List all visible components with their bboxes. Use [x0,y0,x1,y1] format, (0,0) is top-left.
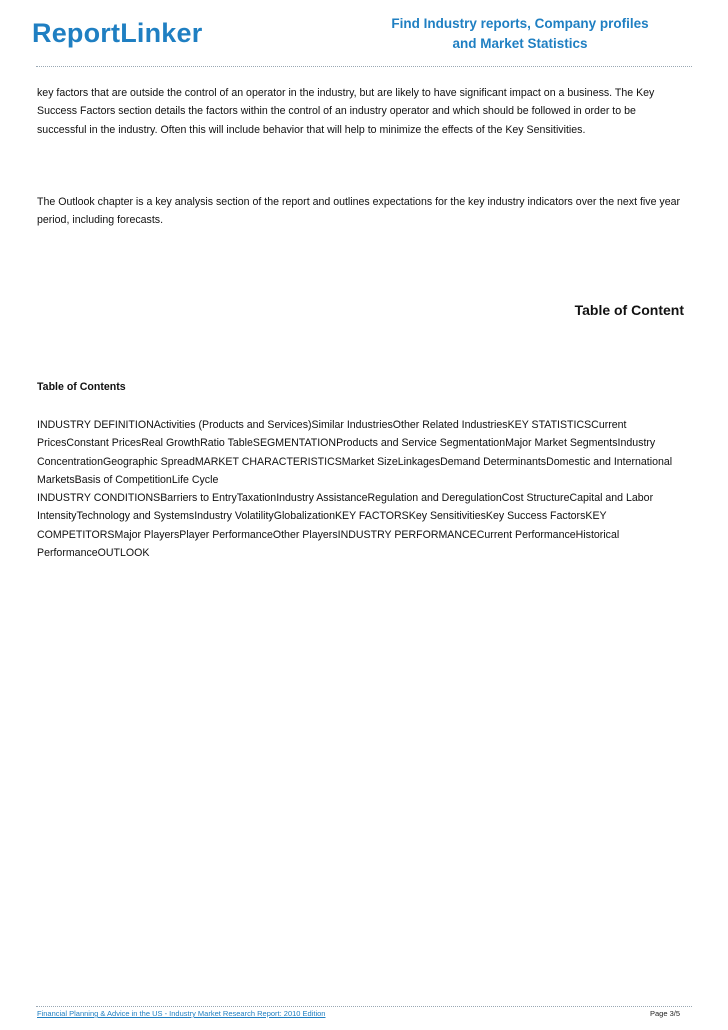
body-paragraph-outlook: The Outlook chapter is a key analysis section of the report and outlines expectations for the key industry indicators over the next five year period, including forecasts. [37,196,681,227]
footer-report-link[interactable]: Financial Planning & Advice in the US - Industry Market Research Report: 2010 Edition [37,1009,326,1018]
toc-body [37,416,687,562]
page-header [0,0,728,70]
toc-entries-part-1: INDUSTRY DEFINITIONActivities (Products and Services)Similar IndustriesOther Related IndustriesKEY STATISTICSCurrent PricesConstant PricesReal GrowthRatio TableSEGMENTATIONProducts and Service SegmentationMajor Market SegmentsIndustry ConcentrationGeographic SpreadMARKET CHARACTERISTICSMarket SizeLinkagesDemand DeterminantsDomestic and International MarketsBasis of CompetitionLife Cycle [37,419,673,486]
toc-entries-part-2: INDUSTRY CONDITIONSBarriers to EntryTaxationIndustry AssistanceRegulation and DeregulationCost StructureCapital and Labor IntensityTechnology and SystemsIndustry VolatilityGlobalizationKEY FACTORSKey SensitivitiesKey Success FactorsKEY COMPETITORSMajor PlayersPlayer PerformanceOther PlayersINDUSTRY PERFORMANCECurrent PerformanceHistorical PerformanceOUTLOOK [37,492,654,560]
header-divider [36,66,692,67]
page-number: Page 3/5 [649,1009,680,1018]
tagline-line-1: Find Industry reports, Company profiles [391,16,649,31]
reportlinker-logo[interactable]: ReportLinker [32,18,203,48]
footer-divider [36,1006,692,1007]
body-paragraph-key-factors: key factors that are outside the control of an operator in the industry, but are likely to have significant impact on a business. The Key Success Factors section details the factors within the control of an industry operator and which should be followed in order to be successful in the industry. Often this will include behavior that will help to minimize the effects of the Key Sensitivities. [37,87,655,136]
tagline-line-2: and Market Statistics [452,36,588,51]
header-tagline [380,14,660,54]
toc-heading: Table of Content [574,302,684,318]
toc-subheading: Table of Contents [37,381,126,393]
